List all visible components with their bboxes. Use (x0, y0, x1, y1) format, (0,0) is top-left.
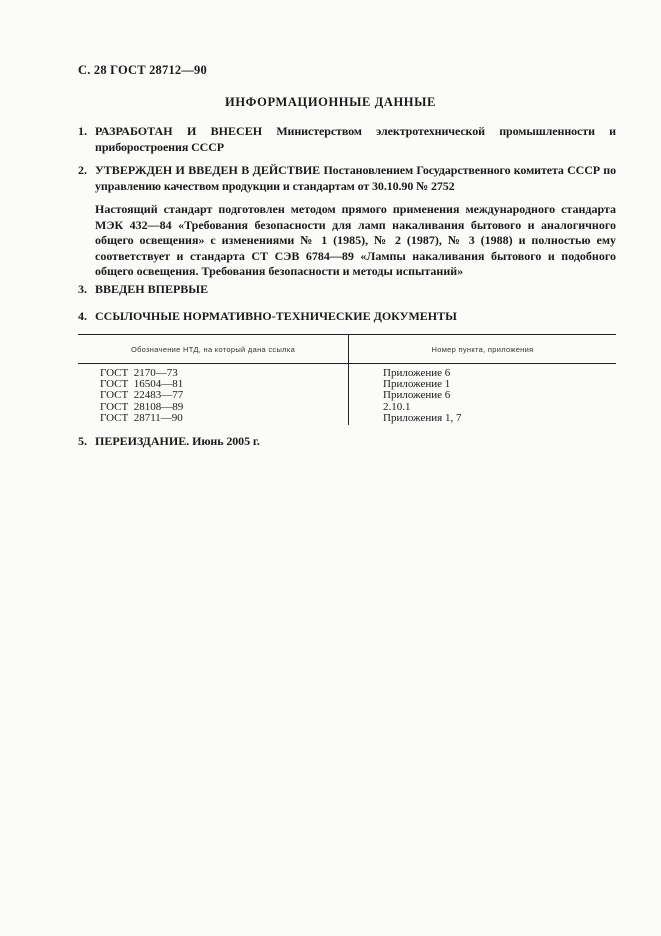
clause-ref: Приложение 6 (383, 389, 451, 402)
section-text: Постановлением Государственного комитета СССР по управлению качеством продукции и стандартам от 30.10.90 № 2752 (95, 163, 616, 193)
section-lead: ПЕРЕИЗДАНИЕ. (95, 434, 190, 448)
section-number: 2. (78, 163, 87, 177)
document-ref: ГОСТ 28711—90 (100, 411, 183, 424)
section-5 (78, 434, 616, 450)
section-lead: ССЫЛОЧНЫЕ НОРМАТИВНО-ТЕХНИЧЕСКИЕ ДОКУМЕНТЫ (95, 309, 457, 323)
document-ref: ГОСТ 2170—73 (100, 367, 178, 379)
clause-list-cell (349, 364, 617, 426)
section-text: Июнь 2005 г. (189, 434, 260, 448)
document-ref: ГОСТ 16504—81 (100, 378, 184, 391)
section-3 (78, 282, 616, 298)
section-lead: ВВЕДЕН ВПЕРВЫЕ (95, 282, 209, 296)
column-header-document: Обозначение НТД, на который дана ссылка (78, 335, 349, 364)
clause-ref: Приложение 1 (383, 378, 451, 391)
page-header: С. 28 ГОСТ 28712—90 (78, 63, 207, 77)
clause-ref: 2.10.1 (383, 400, 411, 413)
section-number: 1. (78, 124, 87, 138)
section-number: 3. (78, 282, 87, 296)
column-header-clause: Номер пункта, приложения (349, 335, 617, 364)
section-text: Министерством электротехнической промышленности и приборостроения СССР (95, 124, 616, 154)
section-lead: РАЗРАБОТАН И ВНЕСЕН (95, 124, 263, 138)
section-lead: УТВЕРЖДЕН И ВВЕДЕН В ДЕЙСТВИЕ (95, 163, 321, 177)
section-1 (78, 124, 616, 155)
document-ref: ГОСТ 22483—77 (100, 389, 184, 402)
page-title: ИНФОРМАЦИОННЫЕ ДАННЫЕ (225, 95, 436, 109)
clause-ref: Приложение 6 (383, 367, 451, 379)
section-2 (78, 163, 616, 194)
standard-description: Настоящий стандарт подготовлен методом прямого применения международного стандарта МЭК 432—84 «Требования безопасности для ламп накаливания бытового и аналогичного общего освещения» с изменениями № 1 (1985), № 2 (1987), № 3 (1988) и полностью ему соответствует и стандарта СТ СЭВ 6784—89 «Лампы накаливания бытового и подобного общего освещения. Требования безопасности и методы испытаний» (95, 202, 616, 278)
section-number: 5. (78, 434, 87, 448)
section-number: 4. (78, 309, 87, 323)
document-list-cell (78, 364, 349, 426)
section-4 (78, 309, 616, 325)
clause-ref: Приложения 1, 7 (383, 411, 462, 424)
document-ref: ГОСТ 28108—89 (100, 400, 184, 413)
references-table (78, 334, 616, 425)
